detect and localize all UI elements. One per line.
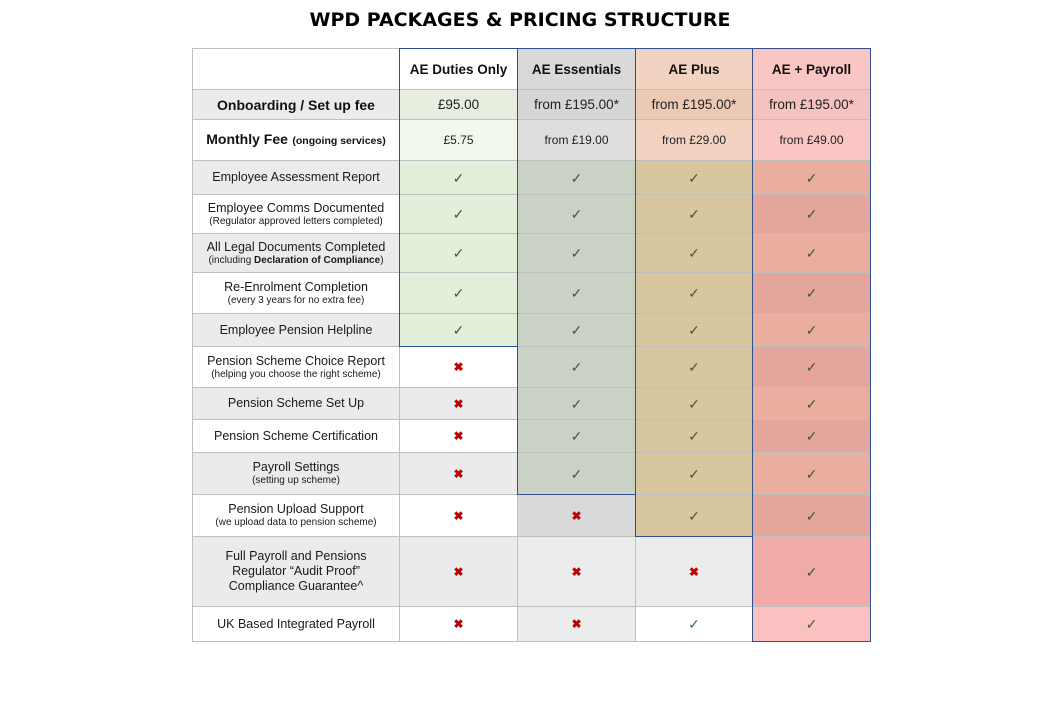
feature-mark-plus	[635, 194, 753, 234]
feature-label-pension-scheme-set-up	[192, 387, 400, 420]
feature-mark-plus	[635, 233, 753, 273]
monthly-label: Monthly Fee	[206, 131, 288, 147]
check-icon: ✓	[452, 285, 465, 301]
header-blank-cell	[192, 48, 400, 90]
check-icon: ✓	[805, 507, 818, 524]
feature-label-main: Pension Upload Support	[228, 502, 364, 516]
feature-mark-payroll	[752, 494, 871, 537]
column-header-label: AE Duties Only	[409, 61, 508, 77]
feature-mark-duties	[399, 233, 518, 273]
feature-label-main: Employee Assessment Report	[212, 170, 380, 184]
feature-mark-payroll	[752, 160, 871, 195]
check-icon: ✓	[805, 395, 818, 412]
check-icon: ✓	[805, 465, 818, 482]
feature-label-note: (setting up scheme)	[252, 475, 340, 486]
feature-mark-duties	[399, 194, 518, 234]
column-header-duties	[399, 48, 518, 90]
feature-mark-payroll	[752, 536, 871, 607]
column-header-payroll	[752, 48, 871, 90]
feature-mark-payroll	[752, 419, 871, 453]
feature-mark-essentials	[517, 606, 636, 642]
onboarding-label-cell	[192, 89, 400, 120]
onboarding-fee-essentials	[517, 89, 636, 120]
check-icon: ✓	[805, 169, 818, 186]
check-icon: ✓	[805, 563, 818, 580]
feature-mark-plus	[635, 536, 753, 607]
feature-label-uk-based-integrated-payroll	[192, 606, 400, 642]
feature-mark-plus	[635, 494, 753, 537]
feature-mark-payroll	[752, 387, 871, 420]
onboarding-fee-value: from £195.00*	[534, 97, 619, 112]
feature-label-main: Pension Scheme Choice Report	[207, 353, 385, 368]
page-title: WPD PACKAGES & PRICING STRUCTURE	[309, 9, 731, 31]
feature-mark-duties	[399, 452, 518, 495]
feature-label-main: UK Based Integrated Payroll	[217, 616, 375, 631]
feature-mark-plus	[635, 606, 753, 642]
feature-label-main: Re-Enrolment Completion	[224, 279, 368, 294]
feature-label-re-enrolment-completion	[192, 272, 400, 314]
check-icon: ✓	[452, 169, 465, 186]
check-icon: ✓	[570, 169, 583, 186]
feature-mark-essentials	[517, 160, 636, 195]
check-icon: ✓	[805, 322, 818, 338]
check-icon: ✓	[805, 359, 818, 375]
check-icon: ✓	[805, 616, 818, 632]
feature-label-note: (helping you choose the right scheme)	[211, 368, 381, 380]
cross-icon: ✖	[453, 429, 464, 443]
feature-mark-duties	[399, 606, 518, 642]
feature-label-main: Full Payroll and Pensions	[225, 549, 367, 563]
monthly-fee-value: from £19.00	[544, 133, 609, 147]
cross-icon: ✖	[571, 564, 582, 579]
feature-mark-payroll	[752, 272, 871, 314]
check-icon: ✓	[688, 322, 700, 338]
feature-mark-plus	[635, 452, 753, 495]
monthly-fee-duties	[399, 119, 518, 161]
feature-label-all-legal-documents-completed	[192, 233, 400, 273]
feature-label-pension-upload-support	[192, 494, 400, 537]
check-icon: ✓	[688, 465, 700, 482]
check-icon: ✓	[688, 395, 700, 412]
feature-mark-essentials	[517, 194, 636, 234]
feature-mark-duties	[399, 160, 518, 195]
feature-mark-essentials	[517, 419, 636, 453]
feature-note-suffix: )	[380, 254, 384, 266]
feature-label-main: All Legal Documents Completed	[206, 239, 386, 254]
feature-mark-duties	[399, 419, 518, 453]
check-icon: ✓	[570, 395, 583, 412]
onboarding-fee-duties	[399, 89, 518, 120]
feature-mark-essentials	[517, 346, 636, 388]
check-icon: ✓	[688, 616, 700, 632]
feature-mark-duties	[399, 536, 518, 607]
feature-mark-payroll	[752, 313, 871, 347]
check-icon: ✓	[688, 245, 700, 261]
column-header-label: AE + Payroll	[771, 61, 852, 77]
cross-icon: ✖	[453, 508, 464, 523]
column-header-label: AE Essentials	[531, 61, 622, 77]
check-icon: ✓	[688, 359, 700, 375]
onboarding-fee-value: £95.00	[437, 97, 480, 112]
monthly-fee-value: from £29.00	[661, 133, 727, 147]
feature-label-pension-scheme-choice-report	[192, 346, 400, 388]
column-header-essentials	[517, 48, 636, 90]
check-icon: ✓	[570, 245, 583, 261]
check-icon: ✓	[805, 245, 818, 261]
cross-icon: ✖	[688, 564, 700, 579]
cross-icon: ✖	[571, 508, 582, 523]
monthly-fee-value: £5.75	[443, 133, 474, 147]
onboarding-label: Onboarding / Set up fee	[217, 96, 375, 113]
feature-label-note: (every 3 years for no extra fee)	[227, 294, 365, 306]
feature-label-main: Pension Scheme Certification	[214, 428, 378, 443]
feature-mark-plus	[635, 160, 753, 195]
onboarding-fee-plus	[635, 89, 753, 120]
feature-mark-payroll	[752, 233, 871, 273]
feature-mark-plus	[635, 346, 753, 388]
monthly-fee-value: from £49.00	[779, 133, 844, 147]
check-icon: ✓	[688, 206, 700, 222]
check-icon: ✓	[570, 359, 583, 375]
feature-mark-duties	[399, 272, 518, 314]
feature-mark-duties	[399, 494, 518, 537]
feature-mark-payroll	[752, 194, 871, 234]
feature-mark-essentials	[517, 272, 636, 314]
feature-label-main: Pension Scheme Set Up	[227, 396, 365, 410]
feature-mark-duties	[399, 346, 518, 388]
feature-mark-plus	[635, 387, 753, 420]
check-icon: ✓	[805, 428, 818, 444]
feature-mark-essentials	[517, 536, 636, 607]
feature-label-main: Employee Pension Helpline	[219, 322, 373, 337]
feature-label-employee-comms-documented	[192, 194, 400, 234]
feature-label-pension-scheme-certification	[192, 419, 400, 453]
feature-mark-duties	[399, 387, 518, 420]
check-icon: ✓	[570, 322, 583, 338]
feature-label-employee-pension-helpline	[192, 313, 400, 347]
check-icon: ✓	[570, 285, 583, 301]
check-icon: ✓	[688, 428, 700, 444]
feature-label-employee-assessment-report	[192, 160, 400, 195]
feature-mark-essentials	[517, 313, 636, 347]
feature-label-main: Regulator “Audit Proof”	[232, 564, 360, 578]
check-icon: ✓	[452, 206, 465, 222]
monthly-fee-plus	[635, 119, 753, 161]
feature-mark-essentials	[517, 452, 636, 495]
feature-label-main: Compliance Guarantee^	[228, 579, 364, 593]
check-icon: ✓	[805, 285, 818, 301]
feature-mark-payroll	[752, 346, 871, 388]
check-icon: ✓	[805, 206, 818, 222]
feature-label-note: (we upload data to pension scheme)	[215, 517, 377, 528]
feature-mark-plus	[635, 419, 753, 453]
monthly-label-cell	[192, 119, 400, 161]
check-icon: ✓	[688, 169, 700, 186]
feature-note-emphasis: Declaration of Compliance	[254, 254, 381, 266]
cross-icon: ✖	[453, 617, 464, 631]
cross-icon: ✖	[453, 360, 464, 374]
cross-icon: ✖	[571, 617, 582, 631]
onboarding-fee-value: from £195.00*	[769, 97, 854, 112]
monthly-fee-essentials	[517, 119, 636, 161]
check-icon: ✓	[688, 507, 700, 524]
check-icon: ✓	[452, 322, 465, 338]
check-icon: ✓	[452, 245, 465, 261]
feature-mark-essentials	[517, 233, 636, 273]
monthly-fee-payroll	[752, 119, 871, 161]
check-icon: ✓	[570, 465, 583, 482]
feature-mark-essentials	[517, 387, 636, 420]
column-header-plus	[635, 48, 753, 90]
check-icon: ✓	[570, 428, 583, 444]
feature-mark-plus	[635, 272, 753, 314]
feature-mark-essentials	[517, 494, 636, 537]
onboarding-fee-payroll	[752, 89, 871, 120]
cross-icon: ✖	[453, 564, 464, 579]
feature-label-note: (Regulator approved letters completed)	[209, 215, 383, 227]
cross-icon: ✖	[453, 396, 464, 411]
check-icon: ✓	[570, 206, 583, 222]
feature-label-main: Employee Comms Documented	[207, 200, 385, 215]
feature-note-prefix: (including	[208, 254, 255, 266]
monthly-label-note: (ongoing services)	[292, 135, 386, 147]
check-icon: ✓	[688, 285, 700, 301]
cross-icon: ✖	[453, 466, 464, 481]
feature-label-payroll-settings	[192, 452, 400, 495]
monthly-label-wrap	[206, 131, 385, 149]
feature-mark-plus	[635, 313, 753, 347]
feature-label-main: Payroll Settings	[252, 460, 340, 474]
column-header-label: AE Plus	[668, 61, 720, 77]
feature-mark-payroll	[752, 452, 871, 495]
feature-mark-payroll	[752, 606, 871, 642]
feature-label-full-payroll-and-pensions	[192, 536, 400, 607]
onboarding-fee-value: from £195.00*	[651, 97, 737, 112]
feature-mark-duties	[399, 313, 518, 347]
feature-label-note	[208, 255, 383, 267]
